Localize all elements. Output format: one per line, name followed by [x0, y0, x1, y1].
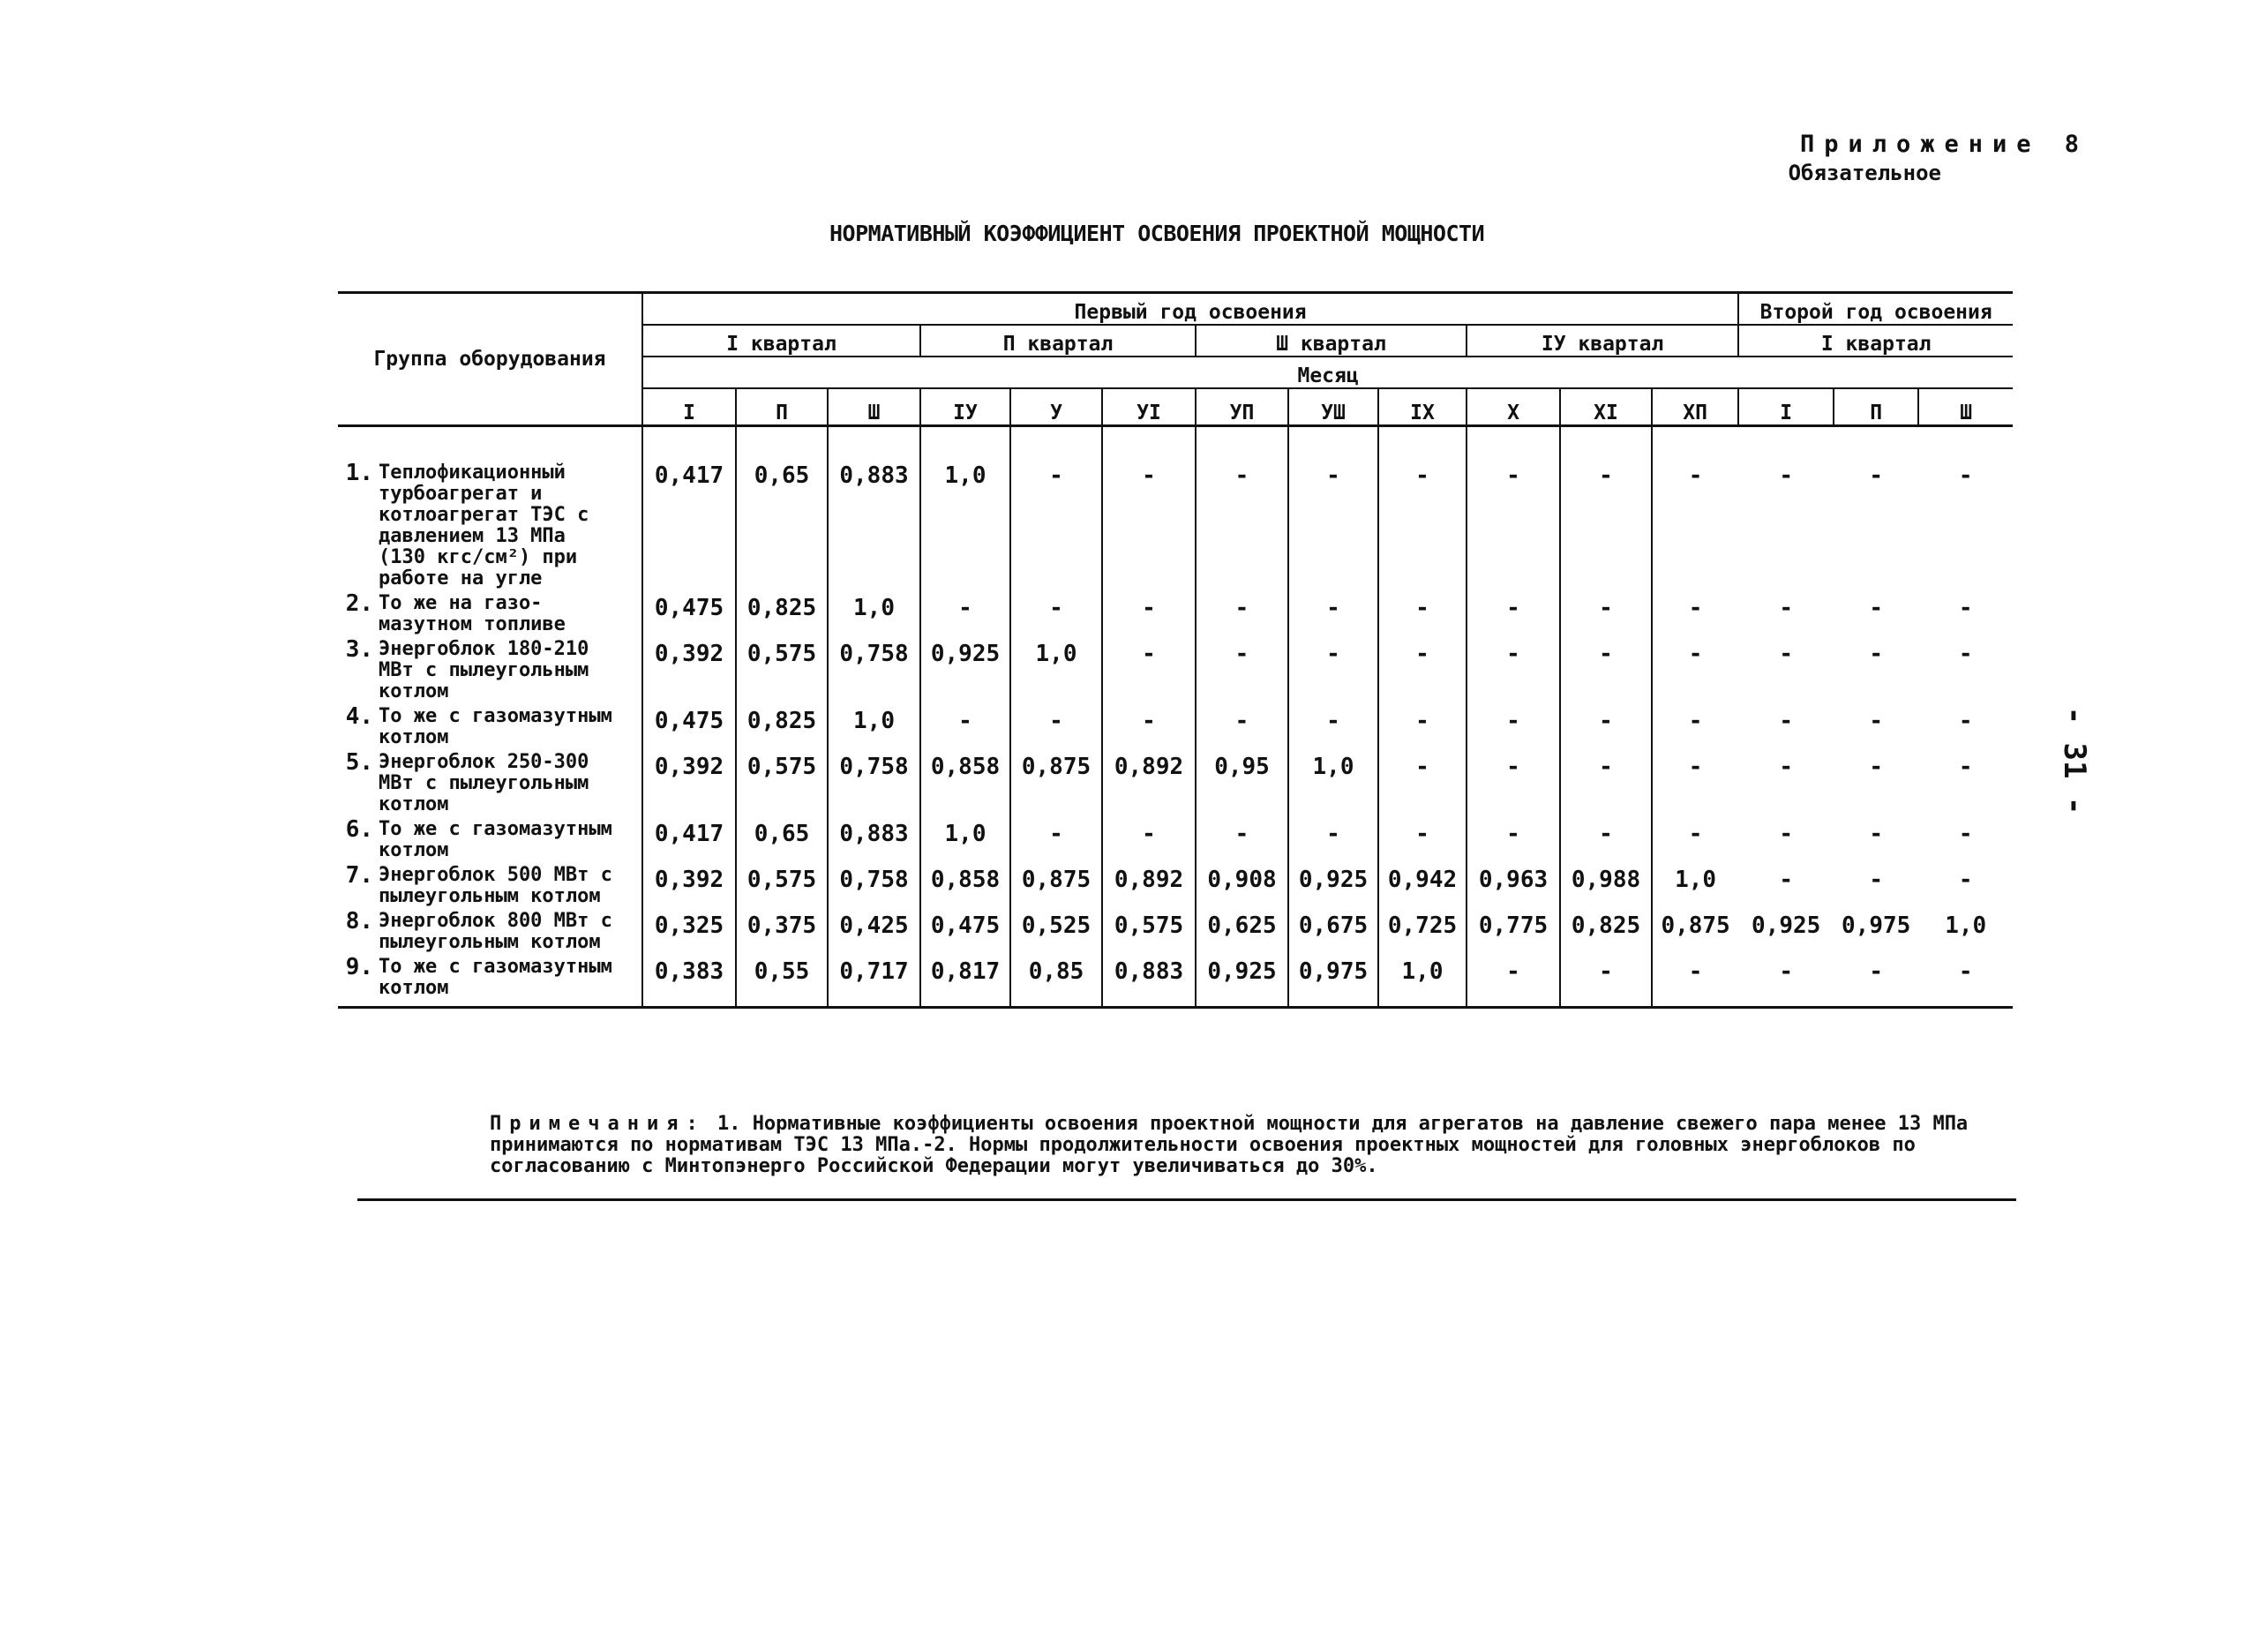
equipment-group-cell [338, 748, 642, 815]
coefficient-cell: - [1652, 953, 1738, 1008]
coefficient-cell: - [1102, 426, 1196, 590]
coefficient-cell: - [1958, 821, 1973, 847]
coefficient-cell: 0,392 [642, 635, 736, 702]
coefficient-cell: - [1869, 595, 1883, 621]
table-row [338, 702, 2013, 748]
coefficient-cell: 0,975 [1288, 953, 1378, 1008]
coefficient-cell: - [1010, 589, 1102, 635]
coefficient-cell: - [1869, 821, 1883, 847]
coefficient-cell: - [1560, 426, 1652, 590]
coefficient-cell: 1,0 [1945, 912, 1987, 939]
equipment-group-cell [338, 907, 642, 953]
coefficient-cell: 0,925 [920, 635, 1010, 702]
coefficient-cell: - [1779, 867, 1793, 893]
coefficient-cell: - [1738, 953, 1834, 1008]
coefficient-cell: - [1467, 815, 1560, 861]
coefficient-cell: - [1779, 595, 1793, 621]
coefficient-cell: - [1467, 426, 1560, 590]
coefficient-cell: 1,0 [1378, 953, 1467, 1008]
coefficient-cell: - [1869, 708, 1883, 734]
equipment-group-name: Энергоблок 800 МВт с пылеугольным котлом [379, 910, 612, 953]
quarter-header: IУ квартал [1467, 325, 1738, 357]
appendix-title: Приложение 8 [1800, 131, 2089, 158]
equipment-group-name: То же с газомазутным котлом [379, 956, 612, 999]
coefficient-cell: - [1102, 635, 1196, 702]
equipment-group-cell [338, 589, 642, 635]
coefficient-cell: - [1869, 754, 1883, 780]
coefficient-cell: 0,925 [1752, 912, 1821, 939]
month-header: П [736, 388, 828, 426]
coefficient-cell: - [920, 702, 1010, 748]
equipment-group-cell [338, 635, 642, 702]
coefficient-cell: 1,0 [1652, 861, 1738, 907]
coefficient-cell: 1,0 [920, 815, 1010, 861]
month-header: X [1467, 388, 1560, 426]
row-number: 5. [345, 749, 373, 776]
month-header: XП [1652, 388, 1738, 426]
coefficient-cell: 0,725 [1378, 907, 1467, 953]
coefficient-cell: - [1288, 815, 1378, 861]
coefficient-cell: - [1958, 754, 1973, 780]
coefficient-cell: 0,758 [828, 635, 920, 702]
coefficient-cell: 0,758 [828, 861, 920, 907]
coefficient-cell: - [1010, 426, 1102, 590]
coefficient-cell: 0,325 [642, 907, 736, 953]
table-row [338, 907, 2013, 953]
coefficient-cell: 0,575 [1102, 907, 1196, 953]
equipment-group-name: Энергоблок 500 МВт с пылеугольным котлом [379, 864, 612, 907]
coefficient-cell: - [1779, 821, 1793, 847]
quarter-header: I квартал [1738, 325, 2013, 357]
coefficient-cell: - [1869, 462, 1883, 489]
coefficient-cell: 0,858 [920, 861, 1010, 907]
row-number: 2. [345, 590, 373, 617]
quarter-header: I квартал [642, 325, 920, 357]
coefficient-cell: 0,55 [736, 953, 828, 1008]
coefficient-cell: - [1779, 754, 1793, 780]
coefficient-cell: 0,942 [1378, 861, 1467, 907]
coefficient-cell: 0,717 [828, 953, 920, 1008]
coefficient-cell: - [1560, 815, 1652, 861]
month-header: IX [1378, 388, 1467, 426]
coefficient-cell: 0,475 [920, 907, 1010, 953]
coefficient-cell: 0,825 [736, 589, 828, 635]
coefficient-cell: - [1958, 641, 1973, 667]
coefficient-cell: 1,0 [1010, 635, 1102, 702]
coefficient-cell: - [1288, 635, 1378, 702]
coefficient-cell: 0,625 [1196, 907, 1288, 953]
month-header: Ш [1918, 388, 2013, 426]
coefficient-cell: 0,392 [642, 861, 736, 907]
table-row [338, 589, 2013, 635]
coefficient-cell: 1,0 [828, 702, 920, 748]
coefficient-cell: 0,85 [1010, 953, 1102, 1008]
coefficient-cell: - [1779, 462, 1793, 489]
coefficient-cell: - [1652, 702, 1738, 748]
notes-label: Примечания: [490, 1113, 706, 1135]
month-header: У [1010, 388, 1102, 426]
coefficient-cell: 0,383 [642, 953, 736, 1008]
coefficient-cell: 0,883 [828, 815, 920, 861]
coefficient-cell: - [1467, 635, 1560, 702]
coefficient-cell: 0,758 [828, 748, 920, 815]
coefficient-cell: - [1869, 641, 1883, 667]
coefficient-cell: 0,417 [642, 426, 736, 590]
coefficient-cell: - [1378, 815, 1467, 861]
equipment-group-cell [338, 861, 642, 907]
coefficient-cell: 0,417 [642, 815, 736, 861]
quarter-header: Ш квартал [1196, 325, 1467, 357]
coefficient-cell: 0,925 [1196, 953, 1288, 1008]
coefficient-cell: - [1378, 589, 1467, 635]
coefficient-cell: - [1560, 589, 1652, 635]
first-year-header: Первый год освоения [642, 293, 1738, 326]
coefficient-cell: - [1560, 748, 1652, 815]
coefficient-cell: 0,988 [1560, 861, 1652, 907]
coefficient-cell: 0,525 [1010, 907, 1102, 953]
coefficient-cell: - [1834, 953, 1918, 1008]
table-row [338, 426, 2013, 590]
coefficient-cell: - [1958, 462, 1973, 489]
row-number: 3. [345, 636, 373, 663]
coefficient-cell: - [1196, 426, 1288, 590]
coefficient-cell: 0,575 [736, 861, 828, 907]
coefficient-cell: - [1467, 589, 1560, 635]
month-header: П [1834, 388, 1918, 426]
equipment-group-cell [338, 815, 642, 861]
coefficient-cell: - [1958, 867, 1973, 893]
notes-text: 1. Нормативные коэффициенты освоения проектной мощности для агрегатов на давление свежего пара менее 13 МПа принимаются по нормативам ТЭС 13 МПа.-2. Нормы продолжительности освоения проектных мощностей для головных энергоблоков по согласованию с Минтопэнерго Российской Федерации могут увеличиваться до 30%. [490, 1113, 1969, 1177]
coefficient-cell: 0,892 [1102, 748, 1196, 815]
coefficient-cell: 0,875 [1010, 748, 1102, 815]
coefficient-cell: - [1467, 953, 1560, 1008]
coefficient-cell: - [1196, 702, 1288, 748]
coefficient-cell: - [1378, 748, 1467, 815]
coefficient-cell: 0,825 [1560, 907, 1652, 953]
equipment-group-name: То же на газо-мазутном топливе [379, 592, 566, 635]
row-number: 9. [345, 954, 373, 980]
coefficient-cell: 0,883 [828, 426, 920, 590]
table-row [338, 861, 2013, 907]
row-number: 4. [345, 703, 373, 730]
coefficient-cell: - [1102, 815, 1196, 861]
document-title: НОРМАТИВНЫЙ КОЭФФИЦИЕНТ ОСВОЕНИЯ ПРОЕКТНОЙ МОЩНОСТИ [829, 221, 1485, 246]
month-header: IУ [920, 388, 1010, 426]
coefficient-cell: 0,95 [1196, 748, 1288, 815]
coefficient-cell: - [1288, 589, 1378, 635]
coefficient-cell: - [1652, 748, 1738, 815]
coefficient-cell: - [1560, 953, 1652, 1008]
coefficient-cell: - [1378, 635, 1467, 702]
coefficient-cell: - [1102, 702, 1196, 748]
coefficient-cell: 0,425 [828, 907, 920, 953]
month-header: УШ [1288, 388, 1378, 426]
coefficient-cell: 0,392 [642, 748, 736, 815]
coefficient-cell: - [1288, 702, 1378, 748]
table-body [338, 426, 2013, 1008]
bottom-rule [357, 1198, 2016, 1201]
row-number: 7. [345, 862, 373, 889]
coefficient-cell: 1,0 [1288, 748, 1378, 815]
coefficient-cell: 0,375 [736, 907, 828, 953]
row-number: 8. [345, 908, 373, 935]
coefficient-cell: 0,908 [1196, 861, 1288, 907]
coefficient-cell: 0,675 [1288, 907, 1378, 953]
month-header: Ш [828, 388, 920, 426]
coefficient-cell: 0,892 [1102, 861, 1196, 907]
page-number-text: - 31 - [2057, 706, 2092, 815]
coefficient-cell: 0,65 [736, 815, 828, 861]
coefficient-cell: - [1378, 702, 1467, 748]
coefficient-cell: 1,0 [920, 426, 1010, 590]
group-header: Группа оборудования [338, 293, 642, 426]
quarter-header: П квартал [920, 325, 1196, 357]
month-label: Месяц [642, 357, 2013, 388]
coefficient-cell: 1,0 [828, 589, 920, 635]
coefficient-cell: - [1918, 953, 2013, 1008]
coefficient-cell: - [1467, 702, 1560, 748]
month-header: УI [1102, 388, 1196, 426]
coefficient-cell: - [1102, 589, 1196, 635]
appendix-status: Обязательное [1788, 161, 1941, 185]
coefficient-cell: - [1467, 748, 1560, 815]
coefficient-cell: 0,475 [642, 589, 736, 635]
table-row [338, 635, 2013, 702]
coefficient-cell: 0,775 [1467, 907, 1560, 953]
page-number [2052, 697, 2097, 821]
coefficient-cell: - [1378, 426, 1467, 590]
coefficient-cell: - [1010, 702, 1102, 748]
coefficient-cell: - [1196, 589, 1288, 635]
equipment-group-name: То же с газомазутным котлом [379, 818, 612, 861]
equipment-group-name: Теплофикационный турбоагрегат и котлоагрегат ТЭС с давлением 13 МПа (130 кгс/см²) при работе на угле [379, 462, 589, 589]
coefficient-cell: 0,975 [1842, 912, 1911, 939]
equipment-group-cell [338, 426, 642, 590]
table-row [338, 748, 2013, 815]
coefficient-cell: - [1196, 815, 1288, 861]
equipment-group-cell [338, 953, 642, 1008]
coefficient-cell: - [1560, 702, 1652, 748]
coefficient-cell: - [1652, 635, 1738, 702]
coefficient-cell: - [1958, 708, 1973, 734]
coefficient-cell: - [1288, 426, 1378, 590]
row-number: 1. [345, 460, 373, 486]
coefficient-cell: 0,875 [1652, 907, 1738, 953]
equipment-group-name: То же с газомазутным котлом [379, 705, 612, 748]
coefficient-cell: 0,875 [1010, 861, 1102, 907]
coefficient-cell: - [1958, 595, 1973, 621]
coefficient-cell: 0,963 [1467, 861, 1560, 907]
coefficient-cell: - [1779, 641, 1793, 667]
coefficient-cell: - [1652, 426, 1738, 590]
coefficient-cell: 0,925 [1288, 861, 1378, 907]
row-number: 6. [345, 816, 373, 843]
coefficient-cell: 0,817 [920, 953, 1010, 1008]
month-header: XI [1560, 388, 1652, 426]
coefficient-cell: - [1560, 635, 1652, 702]
equipment-group-name: Энергоблок 180-210 МВт с пылеугольным котлом [379, 638, 589, 702]
coefficient-cell: - [920, 589, 1010, 635]
coefficient-cell: 0,65 [736, 426, 828, 590]
coefficient-cell: - [1652, 815, 1738, 861]
coefficient-cell: 0,858 [920, 748, 1010, 815]
coefficient-cell: - [1196, 635, 1288, 702]
month-header: I [1738, 388, 1834, 426]
coefficient-cell: 0,475 [642, 702, 736, 748]
notes [490, 1114, 1990, 1177]
coefficient-cell: 0,575 [736, 635, 828, 702]
coefficient-cell: 0,825 [736, 702, 828, 748]
coefficient-cell: - [1652, 589, 1738, 635]
equipment-group-cell [338, 702, 642, 748]
month-header: УП [1196, 388, 1288, 426]
coefficient-cell: - [1869, 867, 1883, 893]
coefficient-cell: - [1010, 815, 1102, 861]
equipment-group-name: Энергоблок 250-300 МВт с пылеугольным котлом [379, 751, 589, 815]
norm-table [338, 291, 2013, 1009]
coefficient-cell: 0,575 [736, 748, 828, 815]
table-row [338, 953, 2013, 1008]
table-row [338, 815, 2013, 861]
second-year-header: Второй год освоения [1738, 293, 2013, 326]
coefficient-cell: 0,883 [1102, 953, 1196, 1008]
coefficient-cell: - [1779, 708, 1793, 734]
month-header: I [642, 388, 736, 426]
